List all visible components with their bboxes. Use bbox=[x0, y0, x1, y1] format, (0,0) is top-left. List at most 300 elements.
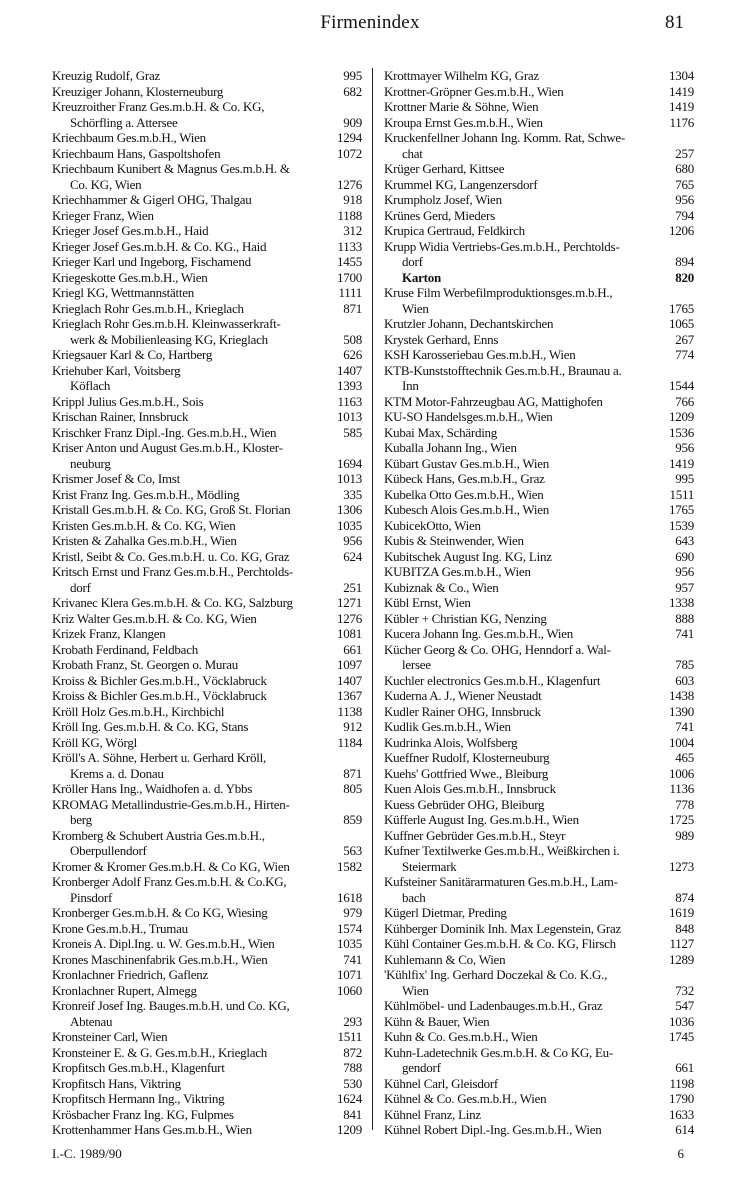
entry-name: Kucera Johann Ing. Ges.m.b.H., Wien bbox=[384, 626, 574, 641]
entry-page-ref: 871 bbox=[343, 300, 362, 316]
entry-page-ref: 1582 bbox=[337, 858, 362, 874]
index-entry bbox=[384, 797, 694, 813]
entry-name: Kühlmöbel- und Ladenbauges.m.b.H., Graz bbox=[384, 998, 603, 1013]
entry-page-ref: 1006 bbox=[669, 765, 694, 781]
index-entry bbox=[384, 84, 694, 100]
entry-name: Küfferle August Ing. Ges.m.b.H., Wien bbox=[384, 812, 579, 827]
index-entry bbox=[52, 332, 362, 348]
index-entry bbox=[384, 673, 694, 689]
index-entry bbox=[384, 487, 694, 503]
index-entry bbox=[52, 487, 362, 503]
entry-page-ref: 989 bbox=[675, 827, 694, 843]
index-entry bbox=[384, 471, 694, 487]
entry-name: Pinsdorf bbox=[70, 889, 113, 905]
entry-name: Kübeck Hans, Ges.m.b.H., Graz bbox=[384, 471, 545, 486]
entry-page-ref: 690 bbox=[675, 548, 694, 564]
entry-page-ref: 293 bbox=[343, 1013, 362, 1029]
entry-name: berg bbox=[70, 812, 92, 827]
entry-name: KSH Karosseriebau Ges.m.b.H., Wien bbox=[384, 347, 576, 362]
entry-name: neuburg bbox=[70, 455, 111, 471]
index-entry bbox=[52, 254, 362, 270]
entry-name: Krizek Franz, Klangen bbox=[52, 626, 166, 641]
index-entry bbox=[384, 409, 694, 425]
entry-page-ref: 918 bbox=[343, 192, 362, 207]
index-entry bbox=[384, 1107, 694, 1123]
entry-name: Kriechbaum Kunibert & Magnus Ges.m.b.H. & bbox=[52, 161, 290, 176]
entry-page-ref: 1097 bbox=[337, 657, 362, 672]
index-entry bbox=[52, 347, 362, 363]
entry-name: Kröll Ing. Ges.m.b.H. & Co. KG, Stans bbox=[52, 719, 249, 734]
index-entry bbox=[52, 208, 362, 224]
entry-name: Kueffner Rudolf, Klosterneuburg bbox=[384, 750, 550, 765]
entry-page-ref: 1419 bbox=[669, 99, 694, 114]
entry-page-ref: 732 bbox=[675, 982, 694, 998]
index-entry bbox=[52, 874, 362, 890]
entry-page-ref: 794 bbox=[675, 207, 694, 223]
entry-page-ref: 1136 bbox=[669, 781, 694, 796]
entry-name: gendorf bbox=[402, 1060, 441, 1075]
entry-page-ref: 1765 bbox=[669, 300, 694, 316]
index-entry bbox=[384, 316, 694, 332]
index-entry bbox=[384, 378, 694, 394]
entry-name: 'Kühlfix' Ing. Gerhard Doczekal & Co. K.G., bbox=[384, 967, 608, 982]
index-entry bbox=[384, 518, 694, 534]
entry-name: Kuehs' Gottfried Wwe., Bleiburg bbox=[384, 765, 549, 781]
entry-name: Kriehuber Karl, Voitsberg bbox=[52, 362, 181, 378]
entry-name: Kühn & Bauer, Wien bbox=[384, 1013, 490, 1029]
entry-name: Kubelka Otto Ges.m.b.H., Wien bbox=[384, 486, 544, 502]
index-entry bbox=[52, 68, 362, 84]
entry-name: Kronberger Ges.m.b.H. & Co KG, Wiesing bbox=[52, 905, 268, 920]
entry-page-ref: 1790 bbox=[669, 1091, 694, 1106]
entry-name: Krottenhammer Hans Ges.m.b.H., Wien bbox=[52, 1122, 252, 1137]
entry-page-ref: 1188 bbox=[337, 207, 362, 223]
entry-name: Krieger Karl und Ingeborg, Fischamend bbox=[52, 254, 251, 269]
entry-name: Krummel KG, Langenzersdorf bbox=[384, 176, 538, 192]
index-entry bbox=[384, 363, 694, 379]
index-entry bbox=[384, 177, 694, 193]
entry-page-ref: 547 bbox=[675, 998, 694, 1013]
entry-page-ref: 1081 bbox=[337, 626, 362, 641]
entry-page-ref: 465 bbox=[675, 750, 694, 765]
entry-page-ref: 1133 bbox=[337, 238, 362, 254]
index-entry bbox=[384, 626, 694, 642]
entry-page-ref: 995 bbox=[343, 68, 362, 83]
index-entry bbox=[384, 130, 694, 146]
entry-page-ref: 765 bbox=[675, 176, 694, 192]
entry-page-ref: 257 bbox=[675, 145, 694, 161]
entry-name: Kuen Alois Ges.m.b.H., Innsbruck bbox=[384, 781, 556, 796]
entry-name: Inn bbox=[402, 378, 419, 393]
entry-name: Krieglach Rohr Ges.m.b.H. Kleinwasserkraft- bbox=[52, 316, 281, 331]
index-entry bbox=[52, 84, 362, 100]
index-entry bbox=[52, 177, 362, 193]
entry-page-ref: 956 bbox=[343, 533, 362, 548]
index-entry bbox=[52, 316, 362, 332]
entry-name: Kühnel Franz, Linz bbox=[384, 1106, 481, 1122]
index-entry bbox=[52, 642, 362, 658]
entry-name: Krischan Rainer, Innsbruck bbox=[52, 409, 189, 424]
entry-name: Kubitschek August Ing. KG, Linz bbox=[384, 548, 552, 564]
entry-name: Krupp Widia Vertriebs-Ges.m.b.H., Perchtolds- bbox=[384, 238, 620, 254]
entry-page-ref: 1209 bbox=[669, 409, 694, 424]
entry-page-ref: 1700 bbox=[337, 269, 362, 285]
entry-page-ref: 585 bbox=[343, 424, 362, 440]
index-entry bbox=[52, 1045, 362, 1061]
index-entry bbox=[52, 192, 362, 208]
index-entry bbox=[384, 812, 694, 828]
entry-page-ref: 661 bbox=[343, 641, 362, 657]
entry-page-ref: 1127 bbox=[669, 936, 694, 951]
entry-name: KUBITZA Ges.m.b.H., Wien bbox=[384, 564, 531, 579]
entry-page-ref: 1633 bbox=[669, 1106, 694, 1122]
entry-page-ref: 1035 bbox=[337, 936, 362, 951]
entry-page-ref: 956 bbox=[675, 440, 694, 455]
index-entry bbox=[384, 611, 694, 627]
index-entry bbox=[52, 595, 362, 611]
index-column-right bbox=[384, 68, 694, 1138]
index-entry bbox=[52, 750, 362, 766]
index-entry bbox=[52, 673, 362, 689]
index-entry bbox=[384, 68, 694, 84]
index-entry bbox=[52, 859, 362, 875]
entry-name: Krischker Franz Dipl.-Ing. Ges.m.b.H., Wien bbox=[52, 424, 277, 440]
index-entry bbox=[384, 890, 694, 906]
index-entry bbox=[52, 626, 362, 642]
entry-name: Krystek Gerhard, Enns bbox=[384, 331, 499, 347]
entry-page-ref: 1511 bbox=[669, 486, 694, 502]
entry-name: Krivanec Klera Ges.m.b.H. & Co. KG, Salzburg bbox=[52, 595, 293, 610]
index-entry bbox=[52, 657, 362, 673]
entry-page-ref: 888 bbox=[675, 610, 694, 626]
entry-page-ref: 1036 bbox=[669, 1013, 694, 1029]
entry-page-ref: 1206 bbox=[669, 223, 694, 238]
entry-name: Krüger Gerhard, Kittsee bbox=[384, 161, 505, 176]
index-entry bbox=[52, 936, 362, 952]
entry-page-ref: 1065 bbox=[669, 316, 694, 331]
entry-name: Schörfling a. Attersee bbox=[70, 114, 178, 130]
entry-name: Krieger Josef Ges.m.b.H. & Co. KG., Haid bbox=[52, 238, 267, 254]
index-entry bbox=[52, 905, 362, 921]
entry-name: Kroneis A. Dipl.Ing. u. W. Ges.m.b.H., Wien bbox=[52, 936, 275, 951]
index-entry bbox=[384, 254, 694, 270]
entry-page-ref: 1765 bbox=[669, 502, 694, 517]
entry-name: Kromer & Kromer Ges.m.b.H. & Co KG, Wien bbox=[52, 858, 290, 874]
index-entry bbox=[384, 549, 694, 565]
entry-page-ref: 871 bbox=[343, 765, 362, 781]
index-entry bbox=[52, 611, 362, 627]
index-entry bbox=[52, 781, 362, 797]
entry-name: Kuhlemann & Co, Wien bbox=[384, 951, 506, 967]
entry-name: Kriz Walter Ges.m.b.H. & Co. KG, Wien bbox=[52, 610, 257, 626]
index-entry bbox=[384, 1076, 694, 1092]
entry-page-ref: 859 bbox=[343, 812, 362, 827]
index-entry bbox=[52, 967, 362, 983]
entry-name: Krieger Josef Ges.m.b.H., Haid bbox=[52, 223, 209, 238]
entry-page-ref: 1176 bbox=[669, 114, 694, 130]
footer-sheet-number: 6 bbox=[677, 1146, 684, 1161]
index-entry bbox=[52, 719, 362, 735]
index-entry bbox=[384, 394, 694, 410]
entry-page-ref: 643 bbox=[675, 533, 694, 548]
index-entry bbox=[384, 192, 694, 208]
index-entry bbox=[52, 812, 362, 828]
entry-name: Kühl Container Ges.m.b.H. & Co. KG, Flirsch bbox=[384, 936, 616, 951]
entry-page-ref: 1111 bbox=[338, 285, 362, 300]
entry-page-ref: 1060 bbox=[337, 982, 362, 998]
index-entry bbox=[384, 146, 694, 162]
index-entry bbox=[52, 921, 362, 937]
index-entry bbox=[384, 1122, 694, 1138]
column-divider bbox=[372, 68, 373, 1130]
entry-page-ref: 680 bbox=[675, 161, 694, 176]
entry-name: Kroiss & Bichler Ges.m.b.H., Vöcklabruck bbox=[52, 672, 267, 688]
index-entry bbox=[52, 394, 362, 410]
index-entry bbox=[384, 952, 694, 968]
entry-name: Kröll KG, Wörgl bbox=[52, 734, 137, 750]
entry-page-ref: 1271 bbox=[337, 595, 362, 610]
entry-page-ref: 1511 bbox=[337, 1029, 362, 1044]
entry-page-ref: 956 bbox=[675, 564, 694, 579]
index-entry bbox=[52, 735, 362, 751]
entry-name: Wien bbox=[402, 300, 429, 316]
index-entry bbox=[384, 285, 694, 301]
entry-name: Kufsteiner Sanitärarmaturen Ges.m.b.H., Lam- bbox=[384, 874, 618, 889]
entry-name: Kuffner Gebrüder Ges.m.b.H., Steyr bbox=[384, 827, 566, 843]
entry-page-ref: 1304 bbox=[669, 68, 694, 83]
entry-name: Kubiznak & Co., Wien bbox=[384, 579, 499, 595]
entry-page-ref: 1393 bbox=[337, 378, 362, 393]
index-entry bbox=[384, 735, 694, 751]
entry-name: bach bbox=[402, 889, 426, 905]
entry-name: Köflach bbox=[70, 378, 111, 393]
entry-name: Kronlachner Rupert, Almegg bbox=[52, 982, 197, 998]
entry-page-ref: 1163 bbox=[337, 393, 362, 409]
entry-page-ref: 872 bbox=[343, 1044, 362, 1060]
index-entry bbox=[384, 580, 694, 596]
index-entry bbox=[384, 301, 694, 317]
entry-name: lersee bbox=[402, 657, 431, 672]
entry-name: Krist Franz Ing. Ges.m.b.H., Mödling bbox=[52, 486, 240, 502]
entry-page-ref: 682 bbox=[343, 83, 362, 99]
entry-name: Kropfitsch Ges.m.b.H., Klagenfurt bbox=[52, 1060, 225, 1075]
entry-name: Kücher Georg & Co. OHG, Henndorf a. Wal- bbox=[384, 641, 611, 657]
index-entry bbox=[384, 161, 694, 177]
index-entry bbox=[384, 456, 694, 472]
entry-name: Kropfitsch Hermann Ing., Viktring bbox=[52, 1091, 225, 1106]
index-entry bbox=[384, 425, 694, 441]
entry-name: Co. KG, Wien bbox=[70, 176, 142, 192]
entry-page-ref: 774 bbox=[675, 347, 694, 362]
entry-name: KTM Motor-Fahrzeugbau AG, Mattighofen bbox=[384, 393, 603, 409]
entry-page-ref: 1004 bbox=[669, 734, 694, 750]
entry-page-ref: 1745 bbox=[669, 1029, 694, 1044]
entry-page-ref: 335 bbox=[343, 486, 362, 502]
entry-page-ref: 741 bbox=[675, 719, 694, 734]
entry-page-ref: 1294 bbox=[337, 130, 362, 145]
index-entry bbox=[52, 704, 362, 720]
entry-page-ref: 979 bbox=[343, 905, 362, 920]
index-entry bbox=[52, 425, 362, 441]
entry-page-ref: 1455 bbox=[337, 254, 362, 269]
index-entry bbox=[52, 533, 362, 549]
entry-name: Krupica Gertraud, Feldkirch bbox=[384, 223, 525, 238]
entry-page-ref: 995 bbox=[675, 471, 694, 486]
entry-page-ref: 788 bbox=[343, 1060, 362, 1075]
entry-page-ref: 1539 bbox=[669, 517, 694, 533]
entry-name: Kriechbaum Ges.m.b.H., Wien bbox=[52, 130, 206, 145]
entry-name: KU-SO Handelsges.m.b.H., Wien bbox=[384, 409, 553, 424]
index-entry bbox=[52, 1076, 362, 1092]
entry-name: Kuhn-Ladetechnik Ges.m.b.H. & Co KG, Eu- bbox=[384, 1044, 614, 1060]
entry-page-ref: 1390 bbox=[669, 703, 694, 719]
entry-page-ref: 1276 bbox=[337, 610, 362, 626]
index-entry bbox=[52, 270, 362, 286]
index-entry bbox=[52, 890, 362, 906]
entry-page-ref: 741 bbox=[343, 951, 362, 967]
entry-name: Krutzler Johann, Dechantskirchen bbox=[384, 316, 554, 331]
entry-page-ref: 603 bbox=[675, 672, 694, 688]
entry-name: Kronlachner Friedrich, Gaflenz bbox=[52, 967, 209, 982]
index-entry bbox=[52, 1107, 362, 1123]
index-entry bbox=[384, 502, 694, 518]
entry-page-ref: 778 bbox=[675, 796, 694, 812]
entry-page-ref: 805 bbox=[343, 781, 362, 796]
entry-name: Krones Maschinenfabrik Ges.m.b.H., Wien bbox=[52, 951, 268, 967]
entry-name: Kristen Ges.m.b.H. & Co. KG, Wien bbox=[52, 517, 236, 533]
entry-name: Kudler Rainer OHG, Innsbruck bbox=[384, 703, 541, 719]
index-entry bbox=[52, 115, 362, 131]
index-entry bbox=[384, 208, 694, 224]
index-entry bbox=[52, 580, 362, 596]
index-entry bbox=[52, 952, 362, 968]
entry-page-ref: 1184 bbox=[337, 734, 362, 750]
index-entry bbox=[384, 921, 694, 937]
entry-page-ref: 624 bbox=[343, 548, 362, 564]
index-entry bbox=[52, 363, 362, 379]
entry-page-ref: 1725 bbox=[669, 812, 694, 827]
index-column-left bbox=[52, 68, 362, 1138]
entry-name: Kristl, Seibt & Co. Ges.m.b.H. u. Co. KG, Graz bbox=[52, 548, 290, 564]
entry-page-ref: 563 bbox=[343, 843, 362, 858]
entry-name: Kreuziger Johann, Klosterneuburg bbox=[52, 83, 224, 99]
entry-name: Kübl Ernst, Wien bbox=[384, 595, 471, 610]
entry-name: Krems a. d. Donau bbox=[70, 765, 164, 781]
entry-page-ref: 1407 bbox=[337, 362, 362, 378]
index-entry bbox=[52, 998, 362, 1014]
entry-name: Kübart Gustav Ges.m.b.H., Wien bbox=[384, 455, 550, 471]
index-entry bbox=[384, 347, 694, 363]
entry-page-ref: 1209 bbox=[337, 1122, 362, 1137]
entry-name: Kubesch Alois Ges.m.b.H., Wien bbox=[384, 502, 550, 517]
entry-name: Kuhn & Co. Ges.m.b.H., Wien bbox=[384, 1029, 538, 1044]
entry-name: Krottner-Gröpner Ges.m.b.H., Wien bbox=[384, 83, 564, 99]
entry-name: Kühnel & Co. Ges.m.b.H., Wien bbox=[384, 1091, 547, 1106]
entry-name: Kudrinka Alois, Wolfsberg bbox=[384, 734, 518, 750]
index-entry bbox=[52, 161, 362, 177]
entry-name: Kroupa Ernst Ges.m.b.H., Wien bbox=[384, 114, 543, 130]
entry-page-ref: 508 bbox=[343, 331, 362, 347]
entry-name: Kreuzroither Franz Ges.m.b.H. & Co. KG, bbox=[52, 99, 265, 114]
index-entry bbox=[52, 1091, 362, 1107]
index-entry bbox=[384, 440, 694, 456]
index-entry bbox=[384, 688, 694, 704]
page-number: 81 bbox=[665, 12, 684, 33]
entry-name: Kubai Max, Schärding bbox=[384, 424, 498, 440]
entry-page-ref: 1407 bbox=[337, 672, 362, 688]
entry-name: Kriechbaum Hans, Gaspoltshofen bbox=[52, 145, 221, 161]
entry-name: Kudlik Ges.m.b.H., Wien bbox=[384, 719, 511, 734]
entry-name: Karton bbox=[402, 269, 441, 285]
entry-page-ref: 1035 bbox=[337, 517, 362, 533]
entry-page-ref: 1694 bbox=[337, 455, 362, 471]
entry-page-ref: 1544 bbox=[669, 378, 694, 393]
entry-name: Krumpholz Josef, Wien bbox=[384, 192, 502, 207]
entry-name: Kriegl KG, Wettmannstätten bbox=[52, 285, 195, 300]
entry-page-ref: 841 bbox=[343, 1106, 362, 1122]
entry-name: dorf bbox=[402, 254, 423, 269]
index-entry bbox=[52, 828, 362, 844]
entry-name: Krottmayer Wilhelm KG, Graz bbox=[384, 68, 539, 83]
index-entry bbox=[384, 998, 694, 1014]
entry-name: Kröll Holz Ges.m.b.H., Kirchbichl bbox=[52, 703, 225, 719]
index-entry bbox=[52, 409, 362, 425]
index-entry bbox=[384, 859, 694, 875]
index-entry bbox=[52, 797, 362, 813]
index-entry bbox=[384, 99, 694, 115]
entry-name: Kuchler electronics Ges.m.b.H., Klagenfurt bbox=[384, 672, 601, 688]
entry-page-ref: 1419 bbox=[669, 455, 694, 471]
index-entry bbox=[52, 564, 362, 580]
entry-page-ref: 1338 bbox=[669, 595, 694, 610]
entry-name: Kriechhammer & Gigerl OHG, Thalgau bbox=[52, 192, 252, 207]
entry-page-ref: 1273 bbox=[669, 858, 694, 874]
index-entry bbox=[52, 688, 362, 704]
entry-name: Abtenau bbox=[70, 1013, 113, 1029]
index-entry bbox=[384, 1029, 694, 1045]
entry-name: Kromberg & Schubert Austria Ges.m.b.H., bbox=[52, 827, 265, 843]
entry-page-ref: 1619 bbox=[669, 905, 694, 920]
entry-name: Kübler + Christian KG, Nenzing bbox=[384, 610, 547, 626]
index-entry bbox=[384, 1060, 694, 1076]
entry-name: Kühberger Dominik Inh. Max Legenstein, Graz bbox=[384, 920, 622, 936]
entry-page-ref: 848 bbox=[675, 920, 694, 936]
entry-name: Kritsch Ernst und Franz Ges.m.b.H., Perchtolds- bbox=[52, 564, 293, 579]
index-entry bbox=[52, 549, 362, 565]
entry-page-ref: 1138 bbox=[337, 703, 362, 719]
index-entry bbox=[384, 781, 694, 797]
entry-page-ref: 661 bbox=[675, 1060, 694, 1075]
entry-page-ref: 1419 bbox=[669, 83, 694, 99]
entry-page-ref: 766 bbox=[675, 393, 694, 409]
entry-page-ref: 894 bbox=[675, 254, 694, 269]
index-entry bbox=[384, 719, 694, 735]
entry-name: chat bbox=[402, 145, 423, 161]
index-entry bbox=[384, 874, 694, 890]
entry-name: Kronsteiner E. & G. Ges.m.b.H., Krieglach bbox=[52, 1044, 268, 1060]
index-entry bbox=[384, 239, 694, 255]
entry-page-ref: 1072 bbox=[337, 145, 362, 161]
entry-page-ref: 1071 bbox=[337, 967, 362, 982]
entry-name: Kühnel Carl, Gleisdorf bbox=[384, 1075, 499, 1091]
index-entry bbox=[384, 657, 694, 673]
index-entry bbox=[52, 1060, 362, 1076]
entry-name: Wien bbox=[402, 982, 429, 998]
entry-page-ref: 1536 bbox=[669, 424, 694, 440]
entry-page-ref: 267 bbox=[675, 331, 694, 347]
index-entry bbox=[52, 146, 362, 162]
entry-name: Kriegsauer Karl & Co, Hartberg bbox=[52, 347, 213, 362]
